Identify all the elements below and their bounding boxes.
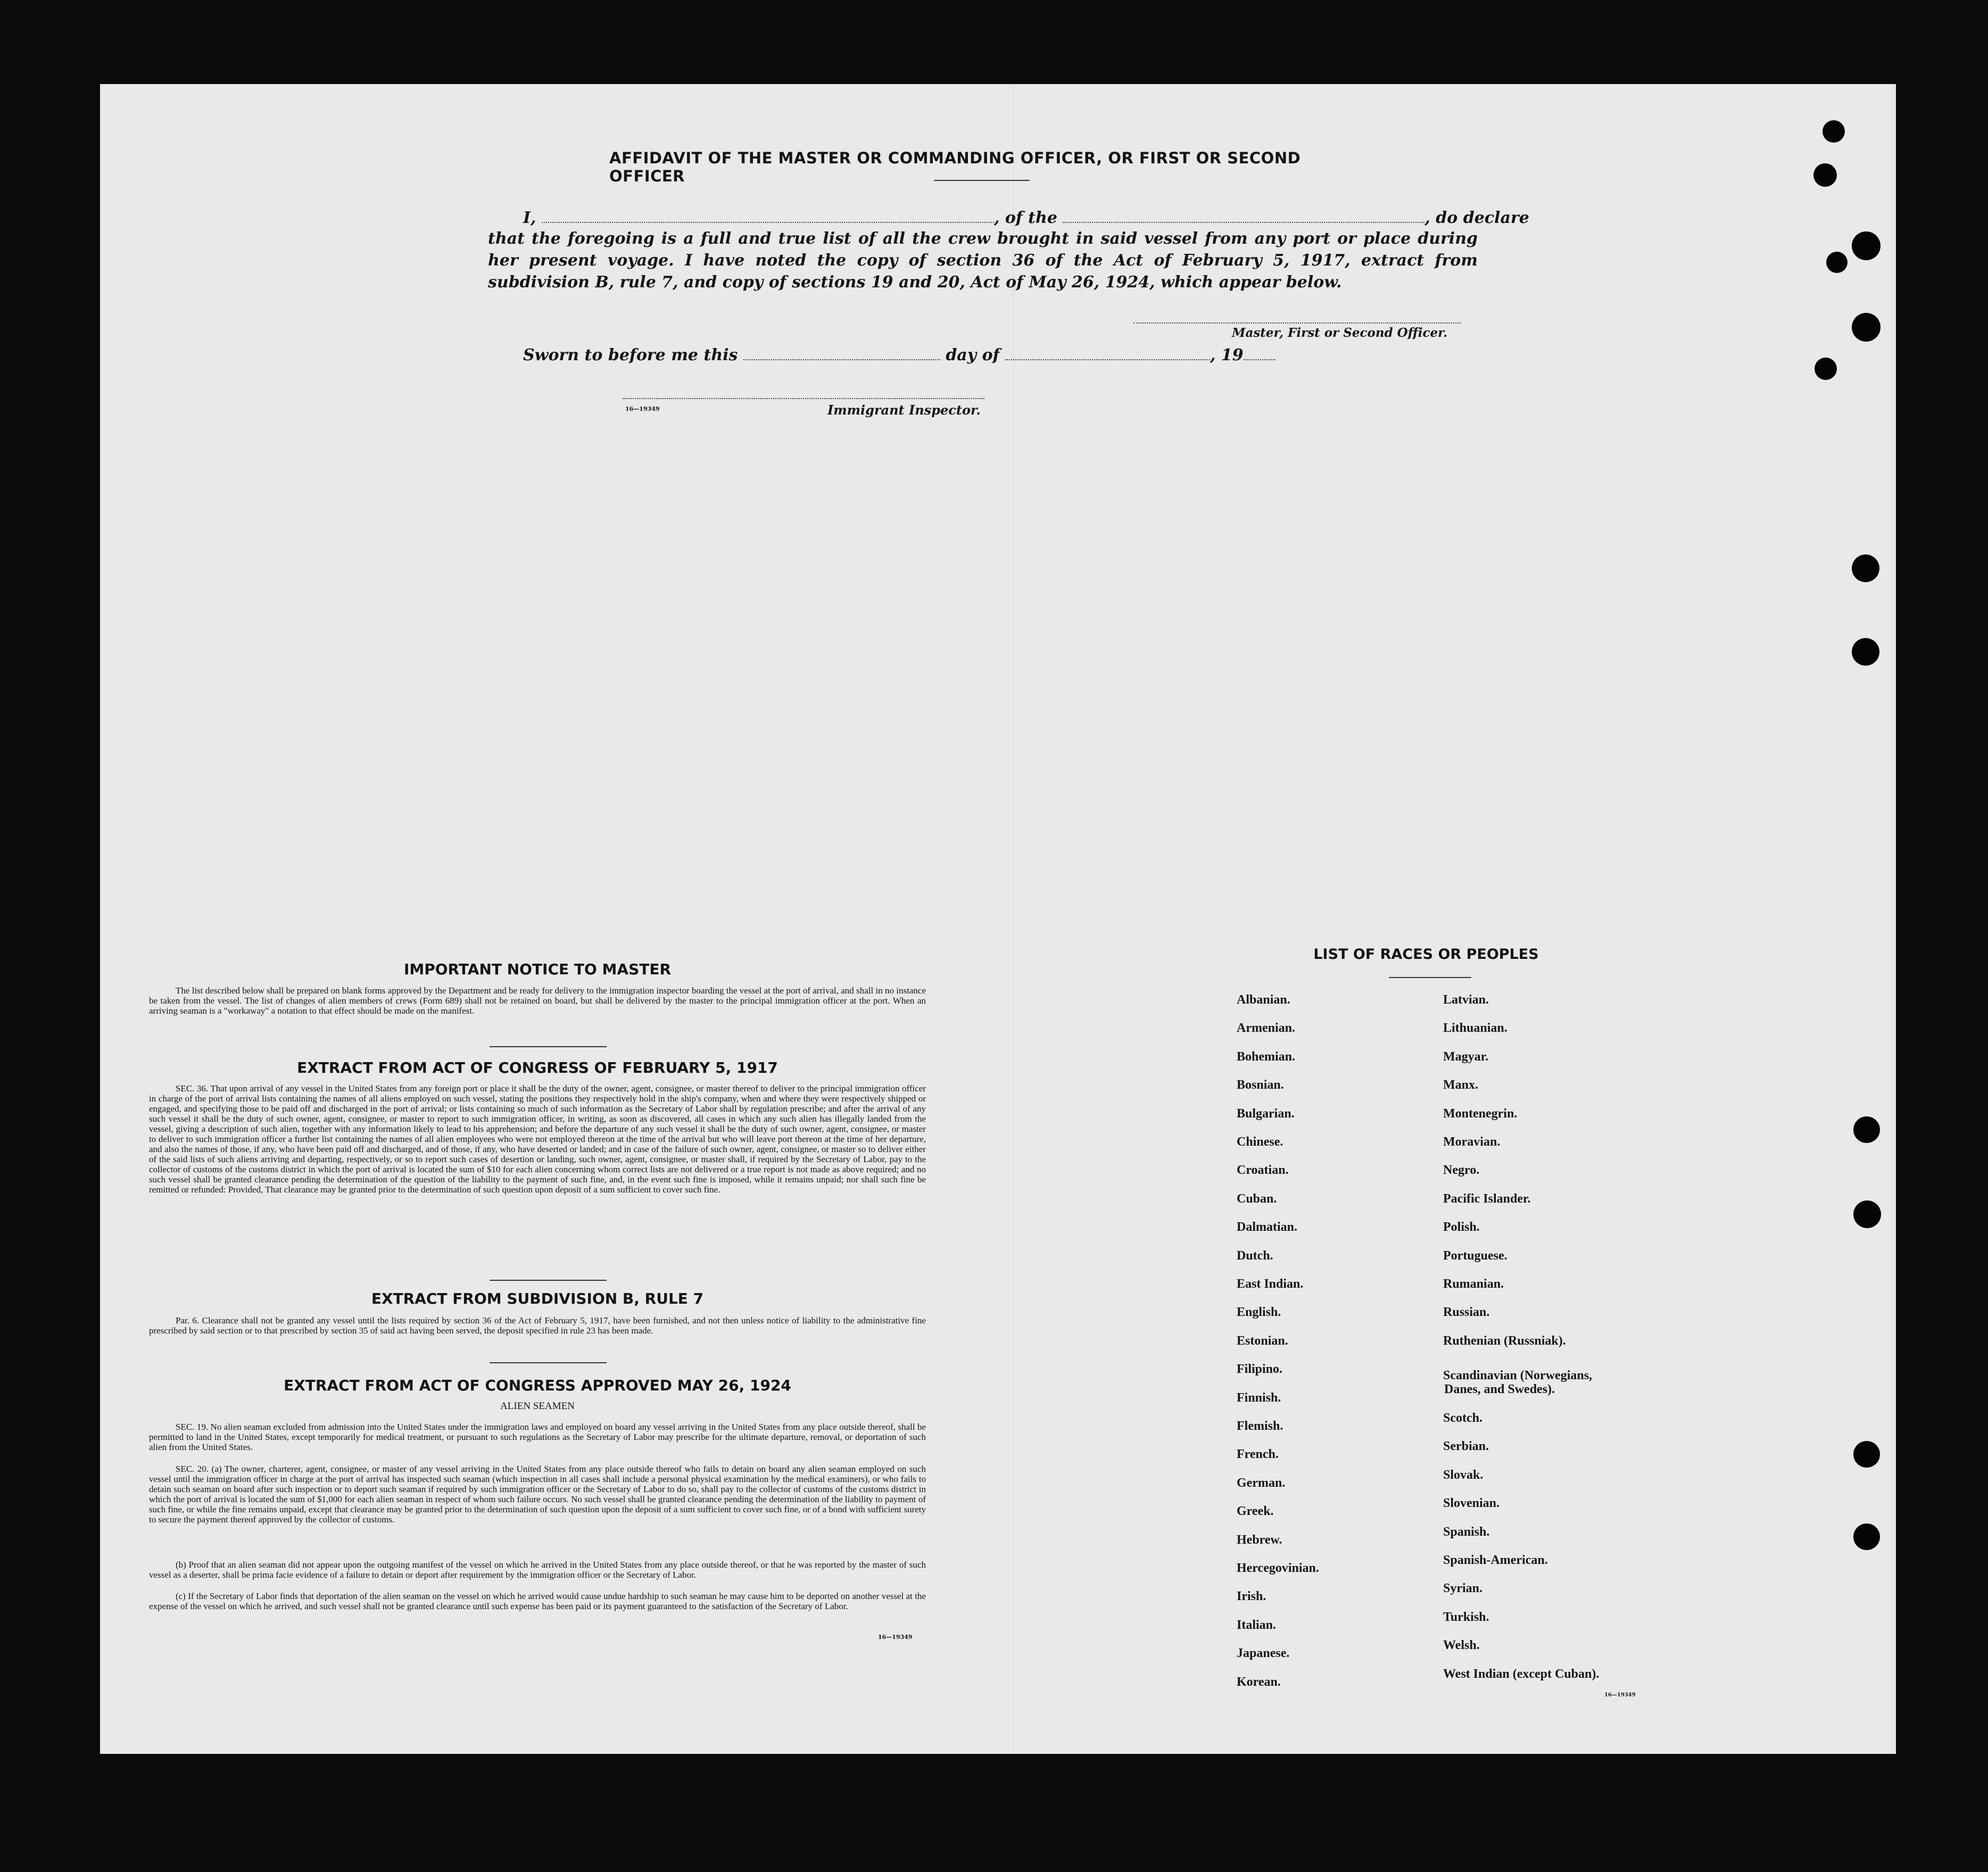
notice-text: The list described below shall be prepared on blank forms approved by the Department and be ready for delivery to the immigration inspector boarding the vessel at the port of arrival, and shall in no instance be taken from the vessel. The list of changes of alien members of crews (Form 689) shall not be retained on board, but shall be delivered by the master to the principal immigration officer at the port. When an arriving seaman is a "workaway" a notation to that effect should be made on the manifest.: [149, 985, 926, 1016]
race-item: Magyar.: [1443, 1049, 1489, 1064]
race-item: German.: [1237, 1476, 1286, 1490]
punch-hole: [1813, 163, 1837, 187]
races-form-number: 16—19349: [1604, 1692, 1636, 1698]
affidavit-line1: [523, 209, 1529, 227]
of-the-label: , of the: [993, 209, 1057, 227]
race-item: Cuban.: [1237, 1191, 1277, 1206]
extract-1924-sec20a: SEC. 20. (a) The owner, charterer, agent, consignee, or master of any vessel arriving in the United States from any place outside thereof who fails to detain on board any alien seaman employed on such vessel until the immigration officer in charge at the port of arrival has inspected such seaman (which inspection in all cases shall include a personal physical examination by the medical examiners), or who fails to detain such seaman on board after such inspection or to deport such seaman if required by such immigration officer or the Secretary of Labor to do so, shall pay to the collector of customs of the customs district in which the port of arrival is located the sum of $1,000 for each alien seaman in respect of whom such failure occurs. No such vessel shall be granted clearance pending the determination of the liability to payment of such fine, or while the fine remains unpaid, except that clearance may be granted prior to the determination of such question upon the deposit of a sum sufficient to cover such fine, or of a bond with sufficient surety to secure the payment thereof approved by the collector of customs.: [149, 1464, 926, 1525]
race-item: East Indian.: [1237, 1277, 1304, 1291]
race-item: Hebrew.: [1237, 1533, 1282, 1547]
race-item: Bulgarian.: [1237, 1106, 1295, 1121]
punch-hole: [1853, 1441, 1880, 1468]
sworn-day-field[interactable]: [743, 349, 940, 360]
race-item: Bosnian.: [1237, 1078, 1284, 1092]
affidavit-form-number: 16—19349: [625, 405, 660, 412]
race-item: Latvian.: [1443, 993, 1489, 1007]
inspector-signature-line[interactable]: [623, 398, 984, 399]
race-item: French.: [1237, 1447, 1279, 1462]
race-item: Korean.: [1237, 1675, 1281, 1689]
section-rule: [490, 1362, 607, 1363]
race-item: West Indian (except Cuban).: [1443, 1667, 1600, 1681]
inspector-label: Immigrant Inspector.: [827, 402, 981, 418]
race-item: Scandinavian (Norwegians,: [1443, 1369, 1593, 1382]
extract-form-number: 16—19349: [878, 1634, 913, 1641]
races-title: LIST OF RACES OR PEOPLES: [1313, 946, 1539, 963]
race-item: Negro.: [1443, 1163, 1480, 1178]
punch-hole: [1823, 120, 1845, 143]
race-item: Syrian.: [1443, 1581, 1483, 1596]
race-item: Pacific Islander.: [1443, 1191, 1531, 1206]
race-item: Bohemian.: [1237, 1049, 1296, 1064]
signature-line[interactable]: [1133, 322, 1461, 324]
race-item: Moravian.: [1443, 1135, 1501, 1149]
signature-label: Master, First or Second Officer.: [1232, 326, 1448, 340]
race-item: Danes, and Swedes).: [1444, 1382, 1555, 1396]
punch-hole: [1852, 554, 1879, 582]
extract-1924-sec20b: (b) Proof that an alien seaman did not appear upon the outgoing manifest of the vessel on which he arrived in the United States from any place outside thereof, or that he was reported by the master of such vessel as a deserter, shall be prima facie evidence of a failure to detain or deport after requirement by the immigration officer or the Secretary of Labor.: [149, 1560, 926, 1580]
punch-hole: [1852, 638, 1879, 666]
race-item: Japanese.: [1237, 1646, 1290, 1661]
race-item: Polish.: [1443, 1220, 1480, 1235]
punch-hole: [1826, 252, 1848, 273]
sworn-year-field[interactable]: [1244, 349, 1275, 360]
race-item: Filipino.: [1237, 1362, 1283, 1377]
affidavit-body: that the foregoing is a full and true list of all the crew brought in said vessel from any port or place during her present voyage. I have noted the copy of section 36 of the Act of February 5, 1917, extract from subdivision B, rule 7, and copy of sections 19 and 20, Act of May 26, 1924, which appear below.: [488, 229, 1478, 292]
race-item: Greek.: [1237, 1504, 1274, 1519]
race-item: Serbian.: [1443, 1439, 1489, 1454]
race-item: Croatian.: [1237, 1163, 1289, 1178]
race-item: Finnish.: [1237, 1390, 1281, 1405]
extract-rule7-text: Par. 6. Clearance shall not be granted any vessel until the lists required by section 36 of the Act of February 5, 1917, have been furnished, and not then unless notice of liability to the administrative fine prescribed by said section or to that prescribed by section 35 of said act having been served, the deposit specified in rule 23 has been made.: [149, 1315, 926, 1336]
sworn-month-field[interactable]: [1005, 349, 1210, 360]
race-item: Hercegovinian.: [1237, 1561, 1319, 1575]
declarant-prefix: I,: [523, 209, 536, 227]
title-rule: [934, 180, 1030, 181]
races-title-rule: [1389, 977, 1471, 978]
page-fold: [1013, 84, 1014, 1754]
declarant-name-field[interactable]: [542, 211, 994, 223]
vessel-name-field[interactable]: [1063, 211, 1424, 223]
race-item: Flemish.: [1237, 1419, 1283, 1433]
notice-title: IMPORTANT NOTICE TO MASTER: [403, 960, 672, 978]
punch-hole: [1853, 1200, 1881, 1228]
race-item: Slovenian.: [1443, 1496, 1500, 1511]
race-item: Scotch.: [1443, 1411, 1482, 1425]
sworn-line: [523, 346, 1275, 365]
race-item: Ruthenian (Russniak).: [1443, 1333, 1566, 1348]
race-item: Portuguese.: [1443, 1248, 1507, 1263]
race-item: Lithuanian.: [1443, 1021, 1507, 1036]
race-item: Rumanian.: [1443, 1277, 1504, 1291]
extract-rule7-title: EXTRACT FROM SUBDIVISION B, RULE 7: [371, 1290, 704, 1307]
race-item: Irish.: [1237, 1589, 1266, 1604]
extract-1917-text: SEC. 36. That upon arrival of any vessel in the United States from any foreign port or place it shall be the duty of the owner, agent, consignee, or master thereof to deliver to the principal immigration officer in charge of the port of arrival lists containing the names of all aliens employed on such vessel, stating the positions they respectively hold in the ship's company, when and where they were respectively shipped or engaged, and specifying those to be paid off and discharged in the port of arrival; or lists containing so much of such information as the Secretary of Labor shall by regulation prescribe; and after the arrival of any such vessel it shall be the duty of such owner, agent, consignee, or master to report to such immigration officer, in writing, as soon as discovered, all cases in which any such alien has illegally landed from the vessel, giving a description of such alien, together with any information likely to lead to his apprehension; and before the departure of any such vessel it shall be the duty of such owner, agent, consignee, or master to deliver to such immigration officer a further list containing the names of all alien employees who were not employed thereon at the time of the arrival but who will leave port thereon at the time of her departure, and also the names of those, if any, who have been paid off and discharged, and of those, if any, who have deserted or landed; and in case of the failure of such owner, agent, consignee, or master so to deliver either of the said lists of such aliens arriving and departing, respectively, or so to report such cases of desertion or landing, such owner, agent, consignee, or master shall, if required by the Secretary of Labor, pay to the collector of customs of the customs district in which the port of arrival is located the sum of $10 for each alien concerning whom correct lists are not delivered or a true report is not made as above required; and no such vessel shall be granted clearance pending the determination of the question of the liability to the payment of such fine, and, in the event such fine is imposed, while it remains unpaid; nor shall such fine be remitted or refunded: Provided, That clearance may be granted prior to the determination of such question upon deposit of a sum sufficient to cover such fine.: [149, 1083, 926, 1195]
day-of-label: day of: [946, 346, 1000, 365]
extract-1924-sec19: SEC. 19. No alien seaman excluded from admission into the United States under the immigration laws and employed on board any vessel arriving in the United States from any place outside thereof, shall be permitted to land in the United States, except temporarily for medical treatment, or pursuant to such regulations as the Secretary of Labor may prescribe for the ultimate departure, removal, or deportation of such alien from the United States.: [149, 1422, 926, 1452]
race-item: Armenian.: [1237, 1021, 1295, 1036]
punch-hole: [1853, 1116, 1880, 1143]
alien-seamen-subtitle: ALIEN SEAMEN: [500, 1401, 575, 1412]
race-item: Estonian.: [1237, 1333, 1288, 1348]
race-item: Albanian.: [1237, 993, 1290, 1007]
punch-hole: [1852, 231, 1881, 260]
year-prefix: , 19: [1210, 346, 1244, 365]
race-item: Slovak.: [1443, 1468, 1484, 1482]
section-rule: [490, 1046, 607, 1047]
race-item: Chinese.: [1237, 1135, 1283, 1149]
punch-hole: [1853, 1523, 1880, 1550]
race-item: Manx.: [1443, 1078, 1478, 1092]
do-declare-label: , do declare: [1424, 209, 1529, 227]
race-item: Welsh.: [1443, 1638, 1480, 1653]
race-item: Dutch.: [1237, 1248, 1273, 1263]
race-item: Russian.: [1443, 1305, 1490, 1320]
sworn-prefix: Sworn to before me this: [523, 346, 738, 365]
section-rule: [490, 1280, 607, 1281]
extract-1924-sec20c: (c) If the Secretary of Labor finds that deportation of the alien seaman on the vessel on which he arrived would cause undue hardship to such seaman he may cause him to be deported on another vessel at the expense of the vessel on which he arrived, and such vessel shall not be granted clearance until such expense has been paid or its payment guaranteed to the satisfaction of the Secretary of Labor.: [149, 1591, 926, 1611]
race-item: English.: [1237, 1305, 1281, 1320]
race-item: Montenegrin.: [1443, 1106, 1518, 1121]
race-item: Dalmatian.: [1237, 1220, 1297, 1235]
race-item: Turkish.: [1443, 1610, 1489, 1624]
extract-1917-title: EXTRACT FROM ACT OF CONGRESS OF FEBRUARY 5, 1917: [297, 1059, 778, 1076]
extract-1924-title: EXTRACT FROM ACT OF CONGRESS APPROVED MAY 26, 1924: [284, 1377, 791, 1394]
race-item: Spanish.: [1443, 1525, 1490, 1539]
race-item: Spanish-American.: [1443, 1553, 1548, 1567]
race-item: Italian.: [1237, 1618, 1277, 1632]
affidavit-title: AFFIDAVIT OF THE MASTER OR COMMANDING OFFICER, OR FIRST OR SECOND OFFICER: [609, 149, 1301, 185]
punch-hole: [1815, 358, 1837, 380]
punch-hole: [1852, 313, 1881, 342]
